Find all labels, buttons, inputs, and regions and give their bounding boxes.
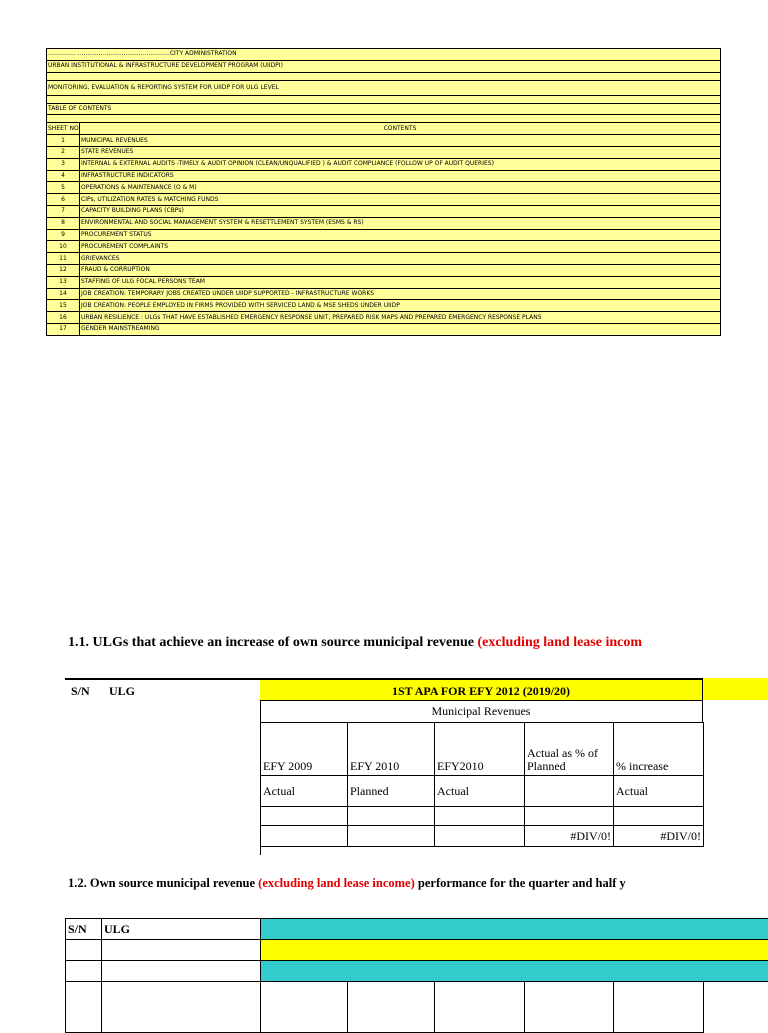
- quarter-header-row: [66, 919, 768, 940]
- quarter-row: [66, 940, 768, 961]
- toc-item-row: [47, 194, 721, 206]
- revenue-div-value: #DIV/0!: [614, 826, 704, 847]
- toc-item-row: [47, 276, 721, 288]
- section-1-2-heading: [68, 876, 626, 891]
- contents-header: CONTENTS: [80, 123, 721, 135]
- sheet-number: 3: [47, 158, 80, 170]
- sheet-number: 6: [47, 194, 80, 206]
- toc-items: [47, 135, 721, 336]
- sheet-number: 10: [47, 241, 80, 253]
- revenue-empty-cell: [435, 807, 525, 826]
- sheet-number: 8: [47, 217, 80, 229]
- toc-item-text: JOB CREATION: PEOPLE EMPLOYED IN FIRMS PROVIDED WITH SERVICED LAND & MSE SHEDS UNDER UIIDP: [80, 300, 721, 312]
- toc-item-text: URBAN RESILIENCE : ULGs THAT HAVE ESTABLISHED EMERGENCY RESPONSE UNIT, PREPARED RISK MAPS AND PREPARED EMERGENCY RESPONSE PLANS: [80, 312, 721, 324]
- blank-cell: [47, 72, 721, 80]
- toc-column-headers: [47, 123, 721, 135]
- revenue-empty-row: [261, 807, 704, 826]
- municipal-revenues-title: Municipal Revenues: [260, 700, 703, 722]
- revenue-column-header: % increase: [614, 723, 704, 776]
- quarter-cell: [261, 982, 348, 1033]
- quarter-cell: [614, 982, 704, 1033]
- ulg-label: ULG: [102, 919, 261, 940]
- toc-item-text: INFRASTRUCTURE INDICATORS: [80, 170, 721, 182]
- cyan-band: [261, 961, 768, 982]
- section-1-1-heading: [68, 635, 642, 651]
- toc-item-text: GENDER MAINSTREAMING: [80, 323, 721, 335]
- revenue-empty-cell: [261, 807, 348, 826]
- toc-item-row: [47, 288, 721, 300]
- toc-item-row: [47, 217, 721, 229]
- toc-table: [46, 48, 721, 336]
- sheet-number: 12: [47, 264, 80, 276]
- sheet-number: 15: [47, 300, 80, 312]
- sheet-number: 7: [47, 205, 80, 217]
- toc-item-text: GRIEVANCES: [80, 253, 721, 265]
- ulg-cell: [102, 940, 261, 961]
- sn-label: S/N: [66, 919, 102, 940]
- toc-item-row: [47, 253, 721, 265]
- revenue-column-headers: [261, 723, 704, 776]
- revenue-div-value: #DIV/0!: [525, 826, 614, 847]
- toc-item-text: OPERATIONS & MAINTENANCE (O & M): [80, 182, 721, 194]
- revenue-row-type: Planned: [348, 776, 435, 807]
- ulg-label: ULG: [109, 684, 135, 699]
- revenue-row-types: [261, 776, 704, 807]
- toc-heading: TABLE OF CONTENTS: [47, 103, 721, 115]
- blank-cell: [47, 95, 721, 103]
- sn-cell: [66, 940, 102, 961]
- section-1-1-heading-text: 1.1. ULGs that achieve an increase of own source municipal revenue: [68, 635, 474, 650]
- toc-item-row: [47, 300, 721, 312]
- sheet-number: 14: [47, 288, 80, 300]
- yellow-band: [261, 940, 768, 961]
- toc-row-heading: [47, 103, 721, 115]
- toc-item-text: CIPs, UTILIZATION RATES & MATCHING FUNDS: [80, 194, 721, 206]
- quarter-cell: [435, 982, 525, 1033]
- section-1-2-heading-text: 1.2. Own source municipal revenue: [68, 876, 255, 890]
- toc-item-text: STATE REVENUES: [80, 146, 721, 158]
- toc-item-row: [47, 312, 721, 324]
- toc-blank-row: [47, 95, 721, 103]
- apa-title: 1ST APA FOR EFY 2012 (2019/20): [260, 678, 703, 700]
- mer-title: MONITORING, EVALUATION & REPORTING SYSTEM FOR UIIDP FOR ULG LEVEL: [47, 80, 721, 95]
- sheet-number: 11: [47, 253, 80, 265]
- revenue-row-type: Actual: [614, 776, 704, 807]
- sheet-number: 13: [47, 276, 80, 288]
- toc-blank-row: [47, 115, 721, 123]
- toc-item-text: PROCUREMENT STATUS: [80, 229, 721, 241]
- toc-item-text: FRAUD & CORRUPTION: [80, 264, 721, 276]
- revenue-column-header: EFY 2009: [261, 723, 348, 776]
- program-title: URBAN INSTITUTIONAL & INFRASTRUCTURE DEVELOPMENT PROGRAM (UIIDPI): [47, 60, 721, 72]
- revenue-row-type: [525, 776, 614, 807]
- cyan-band: [261, 919, 768, 940]
- revenue-table: [260, 722, 704, 847]
- revenue-div-row: [261, 826, 704, 847]
- toc-item-row: [47, 264, 721, 276]
- section-1-2-heading-red: (excluding land lease income): [258, 876, 415, 890]
- revenue-empty-cell: [348, 807, 435, 826]
- toc-item-text: ENVIRONMENTAL AND SOCIAL MANAGEMENT SYSTEM & RESETTLEMENT SYSTEM (ESMS & RS): [80, 217, 721, 229]
- quarter-cell: [525, 982, 614, 1033]
- toc-item-text: JOB CREATION: TEMPORARY JOBS CREATED UNDER UIIDP SUPPORTED - INFRASTRUCTURE WORKS: [80, 288, 721, 300]
- toc-item-row: [47, 205, 721, 217]
- toc-item-row: [47, 182, 721, 194]
- quarter-cell: [348, 982, 435, 1033]
- toc-row-admin: [47, 49, 721, 61]
- toc-item-text: MUNICIPAL REVENUES: [80, 135, 721, 147]
- sheet-number: 9: [47, 229, 80, 241]
- city-admin-title: ………….. ..........................................……CITY ADMINISTRATION: [47, 49, 721, 61]
- toc-item-text: CAPACITY BUILDING PLANS (CBPs): [80, 205, 721, 217]
- revenue-column-header: Actual as % of Planned: [525, 723, 614, 776]
- toc-row-program: [47, 60, 721, 72]
- toc-item-row: [47, 146, 721, 158]
- toc-blank-row: [47, 72, 721, 80]
- section-1-1-heading-red: (excluding land lease incom: [478, 635, 643, 650]
- sheet-number: 1: [47, 135, 80, 147]
- sheet-number: 4: [47, 170, 80, 182]
- toc-item-row: [47, 158, 721, 170]
- revenue-column-header: EFY2010: [435, 723, 525, 776]
- section-1-2-heading-tail: performance for the quarter and half y: [418, 876, 626, 890]
- quarter-row: [66, 982, 768, 1033]
- revenue-row-type: Actual: [435, 776, 525, 807]
- sheet-no-header: SHEET NO: [47, 123, 80, 135]
- revenue-div-value: [435, 826, 525, 847]
- toc-row-mer: [47, 80, 721, 95]
- quarter-row: [66, 961, 768, 982]
- toc-item-text: STAFFING OF ULG FOCAL PERSONS TEAM: [80, 276, 721, 288]
- blank-cell: [47, 115, 721, 123]
- sn-label: S/N: [71, 684, 90, 699]
- revenue-empty-cell: [614, 807, 704, 826]
- sn-ulg-block: [65, 678, 261, 855]
- toc-item-row: [47, 241, 721, 253]
- revenue-column-header: EFY 2010: [348, 723, 435, 776]
- sheet-number: 16: [47, 312, 80, 324]
- quarter-cell: [704, 982, 768, 1033]
- sn-cell: [66, 982, 102, 1033]
- revenue-empty-cell: [525, 807, 614, 826]
- ulg-cell: [102, 982, 261, 1033]
- revenue-div-value: [261, 826, 348, 847]
- toc-item-row: [47, 229, 721, 241]
- toc-item-text: INTERNAL & EXTERNAL AUDITS -TIMELY & AUDIT OPINION (CLEAN/UNQUALIFIED ) & AUDIT COMPLIANCE (FOLLOW UP OF AUDIT QUERIES): [80, 158, 721, 170]
- sn-cell: [66, 961, 102, 982]
- revenue-div-value: [348, 826, 435, 847]
- sheet-number: 17: [47, 323, 80, 335]
- sheet-number: 5: [47, 182, 80, 194]
- toc-item-row: [47, 135, 721, 147]
- toc-item-row: [47, 323, 721, 335]
- quarter-table: [65, 918, 768, 1033]
- ulg-cell: [102, 961, 261, 982]
- toc-item-row: [47, 170, 721, 182]
- toc-item-text: PROCUREMENT COMPLAINTS: [80, 241, 721, 253]
- sheet-number: 2: [47, 146, 80, 158]
- revenue-row-type: Actual: [261, 776, 348, 807]
